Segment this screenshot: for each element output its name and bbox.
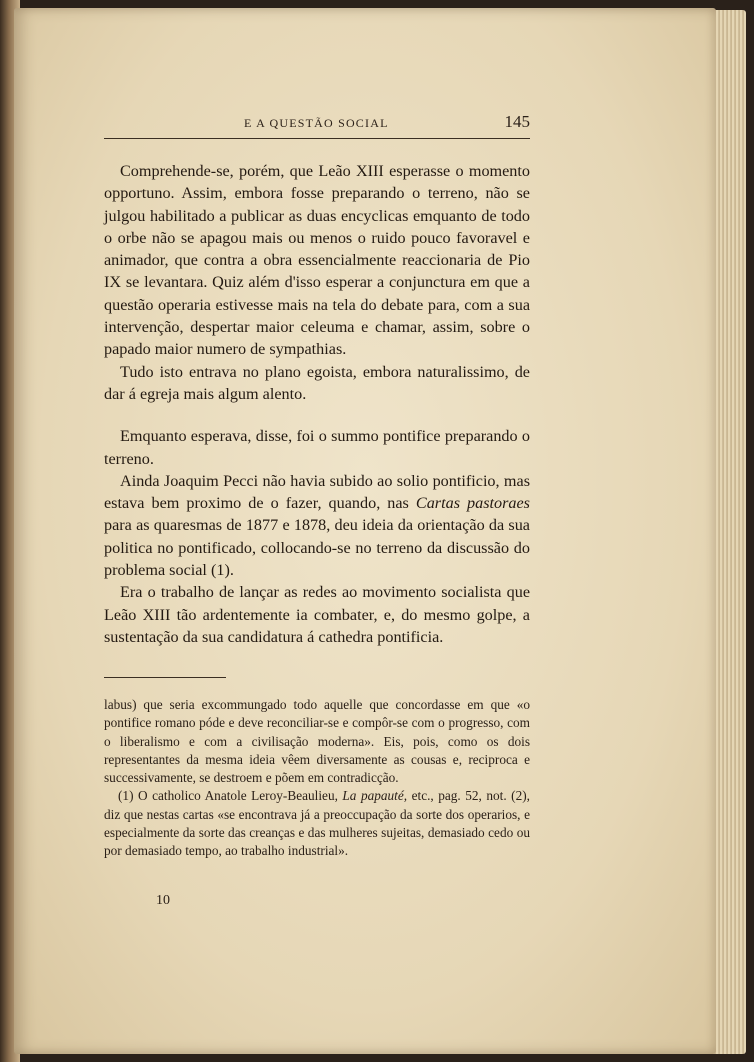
footnote-1-text-b: etc., pag. 52, not. (2), diz que nestas cartas «se encontrava já a preoccupação da sorte dos operarios, e especialmente da sorte das creanças e das mulheres sujeitas, demasiado cedo ou por demasiado tempo, ao trabalho industrial». [104,788,530,859]
footnote-1-italic: La papauté, [342,788,408,804]
paragraph-4-text-a: Ainda Joaquim Pecci não havia subido ao solio pontificio, mas estava bem proximo de o fazer, quando, nas [104,471,530,513]
running-title: E A QUESTÃO SOCIAL [244,116,389,130]
footnote-1 [104,787,530,860]
footnote-1-text-a: (1) O catholico Anatole Leroy-Beaulieu, [118,788,343,804]
paragraph-4 [104,470,530,581]
paragraph-4-text-b: para as quaresmas de 1877 e 1878, deu ideia da orientação da sua politica no pontificado, collocando-se no terreno da discussão do problema social (1). [104,516,530,580]
main-text [104,160,530,648]
paragraph-1: Comprehende-se, porém, que Leão XIII esperasse o momento opportuno. Assim, embora fosse preparando o terreno, não se julgou habilitado a publicar as duas encyclicas emquanto de todo o orbe não se apagou mais ou menos o ruido pouco favoravel e animador, que contra a obra essencialmente reaccionaria de Pio IX se levantara. Quiz além d'isso esperar a conjunctura em que a questão operaria estivesse mais na tela do debate para, com a sua intervenção, despertar maior celeuma e chamar, assim, sobre o papado maior numero de sympathias. [104,162,530,359]
paragraph-3: Emquanto esperava, disse, foi o summo pontifice preparando o terreno. [104,427,530,468]
page-edges [712,10,746,1054]
footnotes [104,696,530,861]
page-number: 145 [504,112,530,131]
paragraph-4-italic: Cartas pastoraes [415,494,530,513]
paragraph-5: Era o trabalho de lançar as redes ao movimento socialista que Leão XIII tão ardentemente ia combater, e, do mesmo golpe, a sustentação da sua candidatura á cathedra pontificia. [104,583,530,646]
paragraph-2: Tudo isto entrava no plano egoista, embora naturalissimo, de dar á egreja mais algum alento. [104,362,530,403]
page-header [104,112,530,139]
footnote-continued: labus) que seria excommungado todo aquelle que concordasse em que «o pontifice romano póde e deve reconciliar-se e compôr-se com o progresso, com o liberalismo e com a civilisação moderna». Eis, pois, como os dois representantes da mesma ideia vêem diversamente as cousas e, reciproca e successivamente, se destroem e põem em contradicção. [104,697,530,786]
signature-mark: 10 [156,893,170,908]
footnote-rule [104,677,226,678]
